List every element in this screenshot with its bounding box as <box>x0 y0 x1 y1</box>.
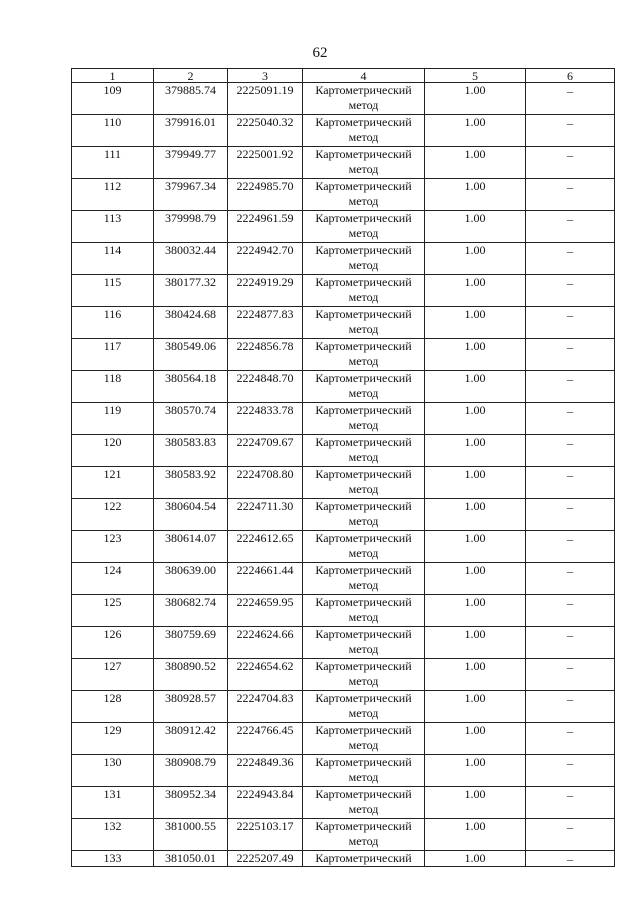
table-row <box>72 627 615 659</box>
y-coordinate-cell: 2224612.65 <box>228 531 303 563</box>
method-cell: Картометрический метод <box>303 563 425 595</box>
y-coordinate-cell: 2224766.45 <box>228 723 303 755</box>
x-coordinate-cell: 380549.06 <box>154 339 228 371</box>
accuracy-cell: 1.00 <box>425 179 526 211</box>
point-number-cell: 110 <box>72 115 154 147</box>
x-coordinate-cell: 379998.79 <box>154 211 228 243</box>
note-cell: – <box>526 659 615 691</box>
y-coordinate-cell: 2224856.78 <box>228 339 303 371</box>
y-coordinate-cell: 2224985.70 <box>228 179 303 211</box>
accuracy-cell: 1.00 <box>425 627 526 659</box>
table-row <box>72 531 615 563</box>
y-coordinate-cell: 2225040.32 <box>228 115 303 147</box>
method-cell: Картометрический метод <box>303 499 425 531</box>
accuracy-cell: 1.00 <box>425 243 526 275</box>
point-number-cell: 112 <box>72 179 154 211</box>
note-cell: – <box>526 595 615 627</box>
x-coordinate-cell: 381050.01 <box>154 851 228 867</box>
table-row <box>72 691 615 723</box>
table-row <box>72 275 615 307</box>
column-number-row <box>72 69 615 83</box>
note-cell: – <box>526 83 615 115</box>
table-row <box>72 723 615 755</box>
accuracy-cell: 1.00 <box>425 467 526 499</box>
table-row <box>72 595 615 627</box>
accuracy-cell: 1.00 <box>425 787 526 819</box>
table-row <box>72 435 615 467</box>
accuracy-cell: 1.00 <box>425 851 526 867</box>
point-number-cell: 124 <box>72 563 154 595</box>
table-row <box>72 563 615 595</box>
x-coordinate-cell: 380759.69 <box>154 627 228 659</box>
accuracy-cell: 1.00 <box>425 499 526 531</box>
x-coordinate-cell: 380583.83 <box>154 435 228 467</box>
y-coordinate-cell: 2225001.92 <box>228 147 303 179</box>
accuracy-cell: 1.00 <box>425 531 526 563</box>
x-coordinate-cell: 380908.79 <box>154 755 228 787</box>
point-number-cell: 128 <box>72 691 154 723</box>
point-number-cell: 123 <box>72 531 154 563</box>
note-cell: – <box>526 211 615 243</box>
y-coordinate-cell: 2224624.66 <box>228 627 303 659</box>
y-coordinate-cell: 2224942.70 <box>228 243 303 275</box>
note-cell: – <box>526 499 615 531</box>
note-cell: – <box>526 723 615 755</box>
accuracy-cell: 1.00 <box>425 211 526 243</box>
method-cell: Картометрический метод <box>303 691 425 723</box>
method-cell: Картометрический метод <box>303 307 425 339</box>
method-cell: Картометрический метод <box>303 115 425 147</box>
note-cell: – <box>526 691 615 723</box>
point-number-cell: 121 <box>72 467 154 499</box>
y-coordinate-cell: 2224704.83 <box>228 691 303 723</box>
note-cell: – <box>526 435 615 467</box>
x-coordinate-cell: 380912.42 <box>154 723 228 755</box>
table-row <box>72 307 615 339</box>
method-cell: Картометрический метод <box>303 755 425 787</box>
y-coordinate-cell: 2224943.84 <box>228 787 303 819</box>
note-cell: – <box>526 243 615 275</box>
note-cell: – <box>526 179 615 211</box>
point-number-cell: 129 <box>72 723 154 755</box>
table-row <box>72 115 615 147</box>
x-coordinate-cell: 380177.32 <box>154 275 228 307</box>
y-coordinate-cell: 2224848.70 <box>228 371 303 403</box>
column-header: 4 <box>303 69 425 83</box>
accuracy-cell: 1.00 <box>425 563 526 595</box>
note-cell: – <box>526 563 615 595</box>
point-number-cell: 133 <box>72 851 154 867</box>
x-coordinate-cell: 381000.55 <box>154 819 228 851</box>
x-coordinate-cell: 380583.92 <box>154 467 228 499</box>
table-row <box>72 179 615 211</box>
method-cell: Картометрический метод <box>303 339 425 371</box>
accuracy-cell: 1.00 <box>425 691 526 723</box>
note-cell: – <box>526 627 615 659</box>
x-coordinate-cell: 380564.18 <box>154 371 228 403</box>
note-cell: – <box>526 147 615 179</box>
point-number-cell: 119 <box>72 403 154 435</box>
page-number: 62 <box>312 45 328 61</box>
method-cell: Картометрический метод <box>303 83 425 115</box>
note-cell: – <box>526 819 615 851</box>
method-cell: Картометрический метод <box>303 787 425 819</box>
method-cell: Картометрический метод <box>303 531 425 563</box>
point-number-cell: 127 <box>72 659 154 691</box>
x-coordinate-cell: 380604.54 <box>154 499 228 531</box>
point-number-cell: 126 <box>72 627 154 659</box>
table-row <box>72 659 615 691</box>
y-coordinate-cell: 2224659.95 <box>228 595 303 627</box>
point-number-cell: 117 <box>72 339 154 371</box>
method-cell: Картометрический метод <box>303 659 425 691</box>
point-number-cell: 118 <box>72 371 154 403</box>
accuracy-cell: 1.00 <box>425 595 526 627</box>
table-row <box>72 147 615 179</box>
note-cell: – <box>526 275 615 307</box>
accuracy-cell: 1.00 <box>425 819 526 851</box>
point-number-cell: 114 <box>72 243 154 275</box>
note-cell: – <box>526 787 615 819</box>
method-cell: Картометрический метод <box>303 435 425 467</box>
table-row <box>72 83 615 115</box>
coordinates-table <box>71 68 615 867</box>
x-coordinate-cell: 380570.74 <box>154 403 228 435</box>
x-coordinate-cell: 380032.44 <box>154 243 228 275</box>
method-cell: Картометрический метод <box>303 819 425 851</box>
y-coordinate-cell: 2224919.29 <box>228 275 303 307</box>
y-coordinate-cell: 2224711.30 <box>228 499 303 531</box>
x-coordinate-cell: 379885.74 <box>154 83 228 115</box>
x-coordinate-cell: 380890.52 <box>154 659 228 691</box>
accuracy-cell: 1.00 <box>425 307 526 339</box>
point-number-cell: 132 <box>72 819 154 851</box>
table-row <box>72 211 615 243</box>
note-cell: – <box>526 307 615 339</box>
table-row <box>72 787 615 819</box>
method-cell: Картометрический метод <box>303 147 425 179</box>
column-header: 3 <box>228 69 303 83</box>
x-coordinate-cell: 380424.68 <box>154 307 228 339</box>
x-coordinate-cell: 380928.57 <box>154 691 228 723</box>
point-number-cell: 111 <box>72 147 154 179</box>
point-number-cell: 116 <box>72 307 154 339</box>
table-row <box>72 851 615 867</box>
method-cell: Картометрический метод <box>303 275 425 307</box>
accuracy-cell: 1.00 <box>425 403 526 435</box>
table-body <box>72 83 615 867</box>
y-coordinate-cell: 2224961.59 <box>228 211 303 243</box>
method-cell: Картометрический метод <box>303 723 425 755</box>
y-coordinate-cell: 2224849.36 <box>228 755 303 787</box>
y-coordinate-cell: 2225103.17 <box>228 819 303 851</box>
table-row <box>72 467 615 499</box>
accuracy-cell: 1.00 <box>425 755 526 787</box>
table-row <box>72 755 615 787</box>
point-number-cell: 125 <box>72 595 154 627</box>
y-coordinate-cell: 2225091.19 <box>228 83 303 115</box>
table-row <box>72 499 615 531</box>
y-coordinate-cell: 2225207.49 <box>228 851 303 867</box>
accuracy-cell: 1.00 <box>425 435 526 467</box>
y-coordinate-cell: 2224709.67 <box>228 435 303 467</box>
x-coordinate-cell: 379949.77 <box>154 147 228 179</box>
method-cell: Картометрический метод <box>303 243 425 275</box>
y-coordinate-cell: 2224661.44 <box>228 563 303 595</box>
point-number-cell: 109 <box>72 83 154 115</box>
note-cell: – <box>526 339 615 371</box>
x-coordinate-cell: 380682.74 <box>154 595 228 627</box>
accuracy-cell: 1.00 <box>425 275 526 307</box>
accuracy-cell: 1.00 <box>425 115 526 147</box>
column-header: 1 <box>72 69 154 83</box>
point-number-cell: 115 <box>72 275 154 307</box>
point-number-cell: 130 <box>72 755 154 787</box>
table-row <box>72 243 615 275</box>
note-cell: – <box>526 403 615 435</box>
accuracy-cell: 1.00 <box>425 147 526 179</box>
column-header: 6 <box>526 69 615 83</box>
method-cell: Картометрический метод <box>303 627 425 659</box>
method-cell: Картометрический метод <box>303 371 425 403</box>
method-cell: Картометрический метод <box>303 467 425 499</box>
method-cell: Картометрический метод <box>303 211 425 243</box>
column-header: 2 <box>154 69 228 83</box>
y-coordinate-cell: 2224833.78 <box>228 403 303 435</box>
point-number-cell: 113 <box>72 211 154 243</box>
accuracy-cell: 1.00 <box>425 83 526 115</box>
note-cell: – <box>526 755 615 787</box>
table-row <box>72 339 615 371</box>
accuracy-cell: 1.00 <box>425 723 526 755</box>
table-row <box>72 819 615 851</box>
method-cell: Картометрический метод <box>303 403 425 435</box>
note-cell: – <box>526 531 615 563</box>
accuracy-cell: 1.00 <box>425 659 526 691</box>
point-number-cell: 131 <box>72 787 154 819</box>
x-coordinate-cell: 379916.01 <box>154 115 228 147</box>
note-cell: – <box>526 371 615 403</box>
y-coordinate-cell: 2224877.83 <box>228 307 303 339</box>
note-cell: – <box>526 851 615 867</box>
x-coordinate-cell: 380614.07 <box>154 531 228 563</box>
x-coordinate-cell: 380952.34 <box>154 787 228 819</box>
x-coordinate-cell: 380639.00 <box>154 563 228 595</box>
point-number-cell: 120 <box>72 435 154 467</box>
note-cell: – <box>526 467 615 499</box>
accuracy-cell: 1.00 <box>425 339 526 371</box>
accuracy-cell: 1.00 <box>425 371 526 403</box>
point-number-cell: 122 <box>72 499 154 531</box>
column-header: 5 <box>425 69 526 83</box>
x-coordinate-cell: 379967.34 <box>154 179 228 211</box>
table-row <box>72 371 615 403</box>
note-cell: – <box>526 115 615 147</box>
y-coordinate-cell: 2224654.62 <box>228 659 303 691</box>
method-cell: Картометрический метод <box>303 595 425 627</box>
method-cell: Картометрический <box>303 851 425 867</box>
y-coordinate-cell: 2224708.80 <box>228 467 303 499</box>
method-cell: Картометрический метод <box>303 179 425 211</box>
table-row <box>72 403 615 435</box>
